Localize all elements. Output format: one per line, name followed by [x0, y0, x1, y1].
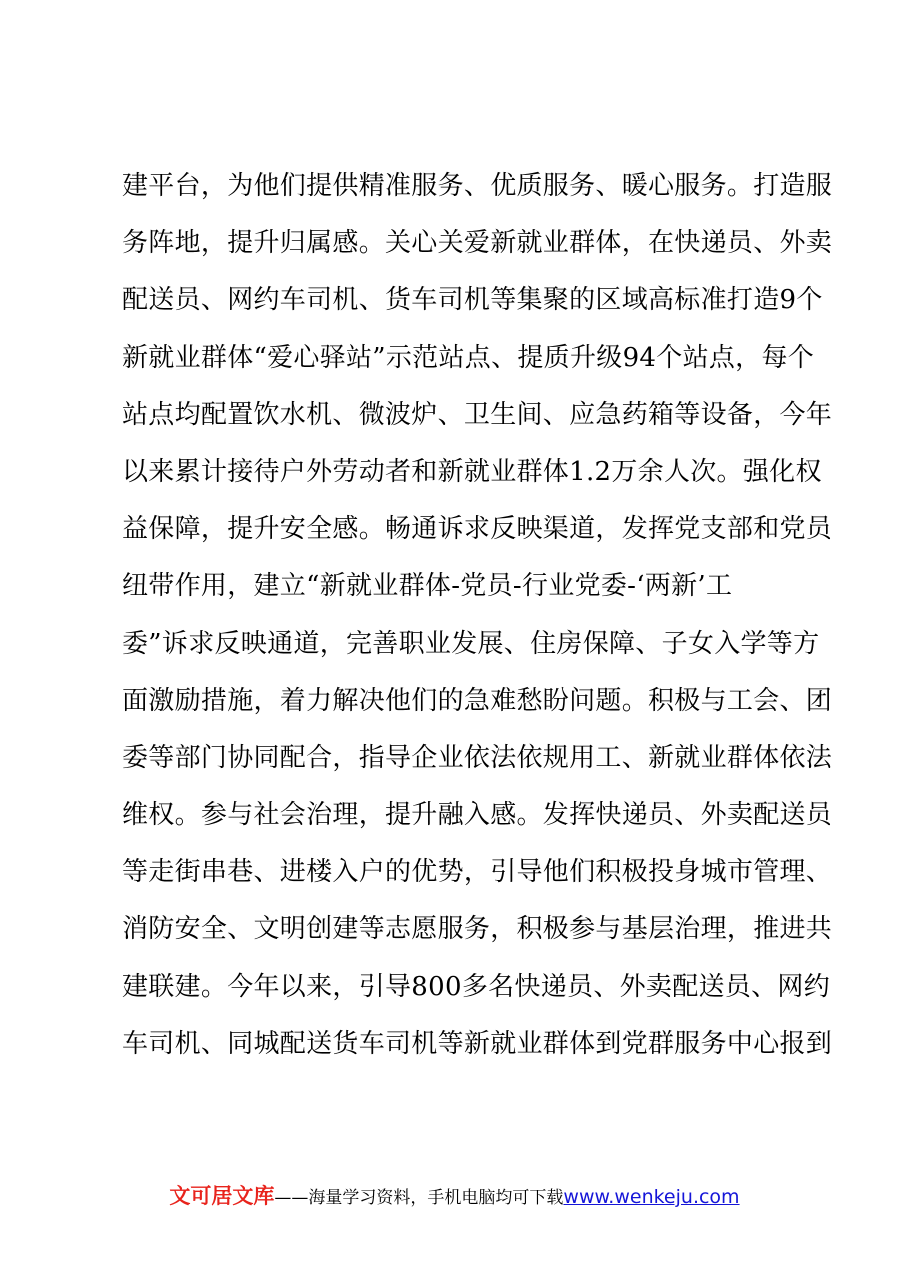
footer-tagline: ——海量学习资料，手机电脑均可下载 — [274, 1188, 564, 1208]
footer-brand: 文可居文库 — [169, 1184, 275, 1208]
body-paragraph — [122, 158, 833, 1073]
text-line: 务阵地，提升归属感。关心关爱新就业群体，在快递员、外卖 — [122, 228, 833, 259]
text-line: 等走街串巷、进楼入户的优势，引导他们积极投身城市管理、 — [122, 857, 833, 888]
text-line: 委”诉求反映通道，完善职业发展、住房保障、子女入学等方 — [122, 628, 820, 659]
text-line: 建联建。今年以来，引导800多名快递员、外卖配送员、网约 — [122, 971, 831, 1002]
text-line: 委等部门协同配合，指导企业依法依规用工、新就业群体依法 — [122, 742, 833, 773]
text-line: 站点均配置饮水机、微波炉、卫生间、应急药箱等设备，今年 — [122, 399, 833, 430]
text-line: 配送员、网约车司机、货车司机等集聚的区域高标准打造9个 — [122, 285, 823, 316]
text-line: 建平台，为他们提供精准服务、优质服务、暖心服务。打造服 — [122, 171, 833, 201]
footer-banner — [0, 1180, 909, 1214]
text-line: 纽带作用，建立“新就业群体-党员-行业党委-‘两新’工 — [122, 571, 733, 602]
text-line: 新就业群体“爱心驿站”示范站点、提质升级94个站点，每个 — [122, 342, 815, 373]
text-line: 维权。参与社会治理，提升融入感。发挥快递员、外卖配送员 — [122, 800, 833, 831]
text-line: 面激励措施，着力解决他们的急难愁盼问题。积极与工会、团 — [122, 685, 833, 716]
footer-website-link[interactable]: www.wenkeju.com — [563, 1186, 740, 1208]
text-line: 以来累计接待户外劳动者和新就业群体1.2万余人次。强化权 — [122, 456, 822, 487]
text-line: 车司机、同城配送货车司机等新就业群体到党群服务中心报到 — [122, 1028, 833, 1059]
text-line: 益保障，提升安全感。畅通诉求反映渠道，发挥党支部和党员 — [122, 514, 833, 545]
text-line: 消防安全、文明创建等志愿服务，积极参与基层治理，推进共 — [122, 914, 833, 945]
